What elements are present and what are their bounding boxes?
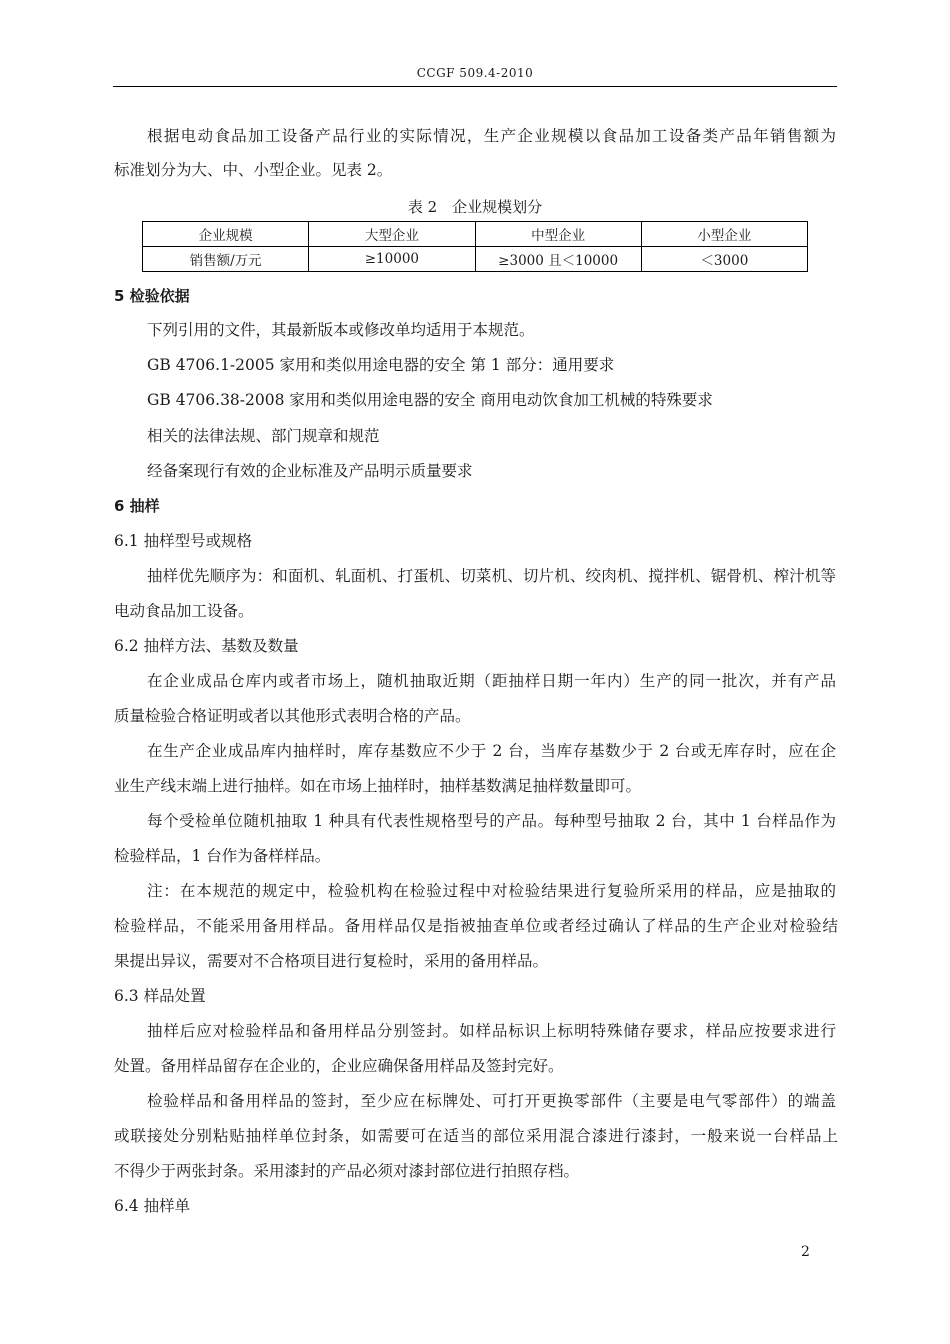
table-cell: 销售额/万元	[143, 247, 309, 272]
section-6-2-note-line: 注：在本规范的规定中，检验机构在检验过程中对检验结果进行复验所采用的样品，应是抽取的	[147, 882, 836, 900]
document-code-header: CCGF 509.4-2010	[416, 66, 534, 80]
section-6-2-para-line: 检验样品，1 台作为备样样品。	[114, 847, 331, 865]
section-5-title: 5 检验依据	[114, 287, 190, 305]
section-6-2-para-line: 在企业成品仓库内或者市场上，随机抽取近期（距抽样日期一年内）生产的同一批次，并有产品	[147, 672, 836, 690]
section-6-2-note-line: 检验样品，不能采用备用样品。备用样品仅是指被抽查单位或者经过确认了样品的生产企业对检验结	[114, 917, 838, 935]
page-number: 2	[801, 1244, 810, 1260]
section-6-1-title: 6.1 抽样型号或规格	[114, 532, 253, 550]
table-header-cell: 中型企业	[475, 222, 641, 247]
section-5-line: 下列引用的文件，其最新版本或修改单均适用于本规范。	[147, 321, 535, 339]
section-6-2-para-line: 在生产企业成品库内抽样时，库存基数应不少于 2 台，当库存基数少于 2 台或无库存时，应在企	[147, 742, 836, 760]
section-6-2-para-line: 业生产线末端上进行抽样。如在市场上抽样时，抽样基数满足抽样数量即可。	[114, 777, 642, 795]
section-6-4-title: 6.4 抽样单	[114, 1197, 191, 1215]
table-header-cell: 大型企业	[309, 222, 475, 247]
table-row	[143, 247, 808, 272]
section-6-2-title: 6.2 抽样方法、基数及数量	[114, 637, 299, 655]
intro-line-2: 标准划分为大、中、小型企业。见表 2。	[114, 161, 393, 179]
section-6-3-para-line: 不得少于两张封条。采用漆封的产品必须对漆封部位进行拍照存档。	[114, 1162, 580, 1180]
section-6-3-para-line: 处置。备用样品留存在企业的，企业应确保备用样品及签封完好。	[114, 1057, 564, 1075]
table-header-row	[143, 222, 808, 247]
table-cell: ＜3000	[641, 247, 807, 272]
table-cell: ≥10000	[309, 247, 475, 272]
enterprise-scale-table	[142, 221, 808, 272]
section-6-3-para-line: 或联接处分别粘贴抽样单位封条，如需要可在适当的部位采用混合漆进行漆封，一般来说一台样品上	[114, 1127, 838, 1145]
section-6-1-para-line: 电动食品加工设备。	[114, 602, 254, 620]
table-header-cell: 企业规模	[143, 222, 309, 247]
section-6-3-title: 6.3 样品处置	[114, 987, 206, 1005]
section-6-2-para-line: 质量检验合格证明或者以其他形式表明合格的产品。	[114, 707, 471, 725]
section-6-2-para-line: 每个受检单位随机抽取 1 种具有代表性规格型号的产品。每种型号抽取 2 台，其中 1 台样品作为	[147, 812, 836, 830]
section-5-line: GB 4706.38-2008 家用和类似用途电器的安全 商用电动饮食加工机械的特殊要求	[147, 391, 713, 409]
section-6-3-para-line: 检验样品和备用样品的签封，至少应在标牌处、可打开更换零部件（主要是电气零部件）的端盖	[147, 1092, 836, 1110]
header-divider	[113, 86, 837, 87]
section-6-3-para-line: 抽样后应对检验样品和备用样品分别签封。如样品标识上标明特殊储存要求，样品应按要求进行	[147, 1022, 836, 1040]
section-6-2-note-line: 果提出异议，需要对不合格项目进行复检时，采用的备用样品。	[114, 952, 549, 970]
section-5-line: 经备案现行有效的企业标准及产品明示质量要求	[147, 462, 473, 480]
section-5-line: GB 4706.1-2005 家用和类似用途电器的安全 第 1 部分：通用要求	[147, 356, 615, 374]
table-cell: ≥3000 且＜10000	[475, 247, 641, 272]
table-header-cell: 小型企业	[641, 222, 807, 247]
section-6-title: 6 抽样	[114, 497, 160, 515]
table-caption: 表 2 企业规模划分	[407, 198, 543, 216]
intro-line-1: 根据电动食品加工设备产品行业的实际情况，生产企业规模以食品加工设备类产品年销售额为	[147, 127, 836, 145]
section-5-line: 相关的法律法规、部门规章和规范	[147, 427, 380, 445]
section-6-1-para-line: 抽样优先顺序为：和面机、轧面机、打蛋机、切菜机、切片机、绞肉机、搅拌机、锯骨机、榨汁机等	[147, 567, 836, 585]
